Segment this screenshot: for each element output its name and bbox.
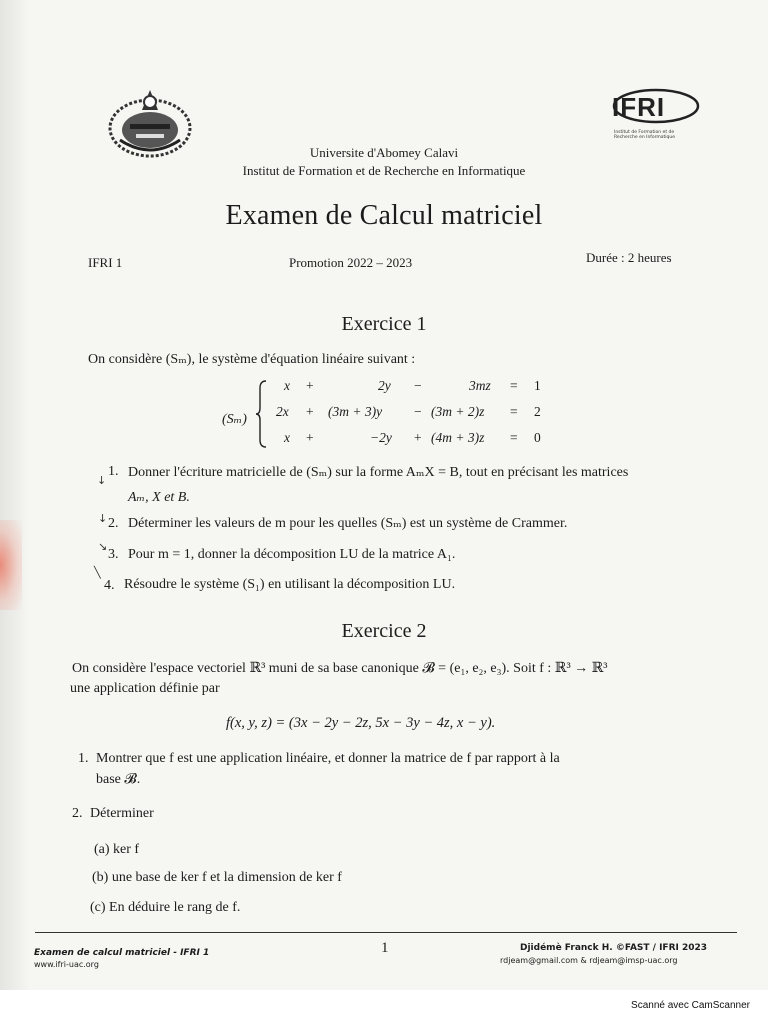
sys-r2-rhs: 2: [534, 404, 541, 419]
sys-r2-c3: (3m + 2)z: [431, 404, 485, 419]
exercise2-intro-line1: On considère l'espace vectoriel ℝ³ muni de sa base canonique 𝓑 = (e₁, e₂, e₃). Soit f : ℝ³ → ℝ³: [72, 661, 608, 676]
sys-r3-eq: =: [510, 430, 518, 445]
pen-mark: ↓: [98, 512, 108, 525]
ex1-q3-number: 3.: [108, 547, 119, 562]
sys-r1-c3: 3mz: [469, 378, 491, 393]
sys-r3-op2: +: [414, 430, 422, 445]
ex1-q4: Résoudre le système (S₁) en utilisant la décomposition LU.: [124, 577, 456, 592]
exercise2-intro-line2: une application définie par: [70, 681, 220, 696]
red-stain: [0, 520, 22, 610]
linear-system: [222, 376, 552, 450]
ex1-q1-number: 1.: [108, 464, 119, 479]
sys-r1-op1: +: [306, 378, 314, 393]
sys-r2-c1: 2x: [276, 404, 289, 419]
pen-mark: ╲: [94, 566, 101, 579]
footer-course: Examen de calcul matriciel - IFRI 1: [34, 948, 210, 958]
ex1-q2-number: 2.: [108, 516, 119, 531]
exercise2-title: Exercice 2: [341, 620, 427, 642]
sys-r2-c2: (3m + 3)y: [328, 404, 383, 419]
ex2-q1-number: 1.: [78, 751, 89, 766]
sys-r2-op2: −: [414, 404, 422, 419]
footer-author: Djidémè Franck H. ©FAST / IFRI 2023: [520, 943, 708, 953]
sys-r1-op2: −: [414, 378, 422, 393]
pen-mark: ↘: [98, 540, 108, 553]
ifri-logo-caption: Institut de Formation et de Recherche en Informatique: [614, 130, 676, 140]
sys-r1-c1: x: [284, 378, 290, 393]
ex1-q1-line1: Donner l'écriture matricielle de (Sₘ) sur la forme AₘX = B, tout en précisant les matrices: [128, 465, 629, 480]
system-label: (Sₘ): [222, 412, 247, 427]
ex2-q2a: (a) ker f: [94, 842, 140, 857]
ex1-q1-line2: Aₘ, X et B.: [128, 490, 190, 505]
ex2-q2b: (b) une base de ker f et la dimension de ker f: [92, 870, 342, 885]
ex2-q2-number: 2.: [72, 806, 83, 821]
scanner-watermark: Scanné avec CamScanner: [631, 1000, 750, 1011]
exercise1-intro: On considère (Sₘ), le système d'équation linéaire suivant :: [88, 352, 416, 367]
sys-r3-c2: −2y: [370, 430, 392, 445]
sys-r3-rhs: 0: [534, 430, 541, 445]
ifri-logo-text: IFRI: [612, 92, 666, 122]
brace-icon: [256, 380, 268, 448]
sys-r1-eq: =: [510, 378, 518, 393]
footer-url: www.ifri-uac.org: [34, 960, 99, 969]
ifri-logo: [604, 86, 700, 148]
ex1-q2: Déterminer les valeurs de m pour les quelles (Sₘ) est un système de Crammer.: [128, 516, 568, 531]
ex1-q4-number: 4.: [104, 578, 115, 593]
page-number: 1: [381, 940, 389, 956]
sys-r3-c3: (4m + 3)z: [431, 430, 485, 445]
exam-promotion: Promotion 2022 – 2023: [289, 255, 413, 270]
exercise1-title: Exercice 1: [341, 313, 427, 335]
sys-r2-eq: =: [510, 404, 518, 419]
exam-duration: Durée : 2 heures: [586, 250, 672, 265]
university-name: Universite d'Abomey Calavi: [309, 145, 459, 160]
scanner-bar: [0, 990, 768, 1024]
exam-class: IFRI 1: [88, 255, 123, 270]
ex2-q1-line1: Montrer que f est une application linéaire, et donner la matrice de f par rapport à la: [96, 751, 560, 766]
ex2-q2: Déterminer: [90, 806, 154, 821]
footer-rule: [35, 932, 737, 933]
sys-r2-op1: +: [306, 404, 314, 419]
ex2-q2c: (c) En déduire le rang de f.: [90, 900, 241, 915]
function-definition: f(x, y, z) = (3x − 2y − 2z, 5x − 3y − 4z, x − y).: [226, 715, 496, 731]
sys-r1-rhs: 1: [534, 378, 541, 393]
sys-r1-c2: 2y: [378, 378, 391, 393]
exam-title: Examen de Calcul matriciel: [225, 200, 543, 231]
footer-emails: rdjeam@gmail.com & rdjeam@imsp-uac.org: [500, 956, 678, 965]
ex2-q1-line2: base 𝓑.: [96, 772, 141, 787]
sys-r3-op1: +: [306, 430, 314, 445]
institute-name: Institut de Formation et de Recherche en Informatique: [242, 163, 526, 178]
ex1-q3: Pour m = 1, donner la décomposition LU de la matrice A₁.: [128, 547, 456, 562]
pen-mark: ↓: [97, 474, 107, 487]
sys-r3-c1: x: [284, 430, 290, 445]
